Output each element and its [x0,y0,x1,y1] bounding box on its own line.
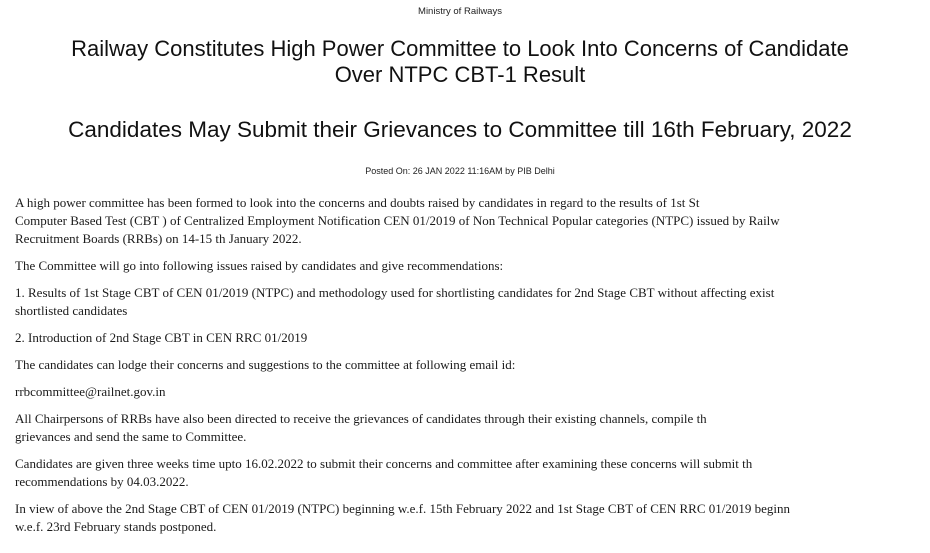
paragraph-line: The candidates can lodge their concerns and suggestions to the committee at following email id: [15,357,516,372]
paragraph-line: shortlisted candidates [15,303,128,318]
paragraph-timeline [15,455,885,491]
list-item-2nd-stage [15,329,885,347]
paragraph-committee-formed [15,194,885,248]
email-address [15,383,885,401]
paragraph-line: Computer Based Test (CBT ) of Centralized Employment Notification CEN 01/2019 of Non Technical Popular categories (NTPC) issued by Railw [15,213,780,228]
page-subtitle: Candidates May Submit their Grievances to Committee till 16th February, 2022 [68,117,852,142]
paragraph-line: In view of above the 2nd Stage CBT of CEN 01/2019 (NTPC) beginning w.e.f. 15th February 2022 and 1st Stage CBT of CEN RRC 01/2019 beginn [15,501,790,516]
email-text: rrbcommittee@railnet.gov.in [15,384,166,399]
paragraph-postponed [15,500,885,536]
paragraph-line: grievances and send the same to Committee. [15,429,247,444]
paragraph-issues-intro [15,257,885,275]
paragraph-line: Candidates are given three weeks time upto 16.02.2022 to submit their concerns and committee after examining these concerns will submit th [15,456,753,471]
paragraph-line: All Chairpersons of RRBs have also been directed to receive the grievances of candidates through their existing channels, compile th [15,411,707,426]
paragraph-lodge-concerns [15,356,885,374]
list-item-results [15,284,885,320]
paragraph-line: 1. Results of 1st Stage CBT of CEN 01/2019 (NTPC) and methodology used for shortlisting candidates for 2nd Stage CBT without affecting exist [15,285,775,300]
paragraph-line: A high power committee has been formed to look into the concerns and doubts raised by candidates in regard to the results of 1st St [15,195,700,210]
paragraph-line: The Committee will go into following issues raised by candidates and give recommendations: [15,258,504,273]
paragraph-line: w.e.f. 23rd February stands postponed. [15,519,217,534]
paragraph-line: Recruitment Boards (RRBs) on 14-15 th January 2022. [15,231,302,246]
page-title [12,36,908,88]
title-line-1: Railway Constitutes High Power Committee to Look Into Concerns of Candidate [71,36,849,61]
posted-on: Posted On: 26 JAN 2022 11:16AM by PIB Delhi [365,166,555,176]
paragraph-chairpersons [15,410,885,446]
article-body [15,194,885,545]
title-line-2: Over NTPC CBT-1 Result [334,62,586,87]
paragraph-line: recommendations by 04.03.2022. [15,474,189,489]
paragraph-line: 2. Introduction of 2nd Stage CBT in CEN RRC 01/2019 [15,330,308,345]
ministry-name: Ministry of Railways [418,6,502,17]
